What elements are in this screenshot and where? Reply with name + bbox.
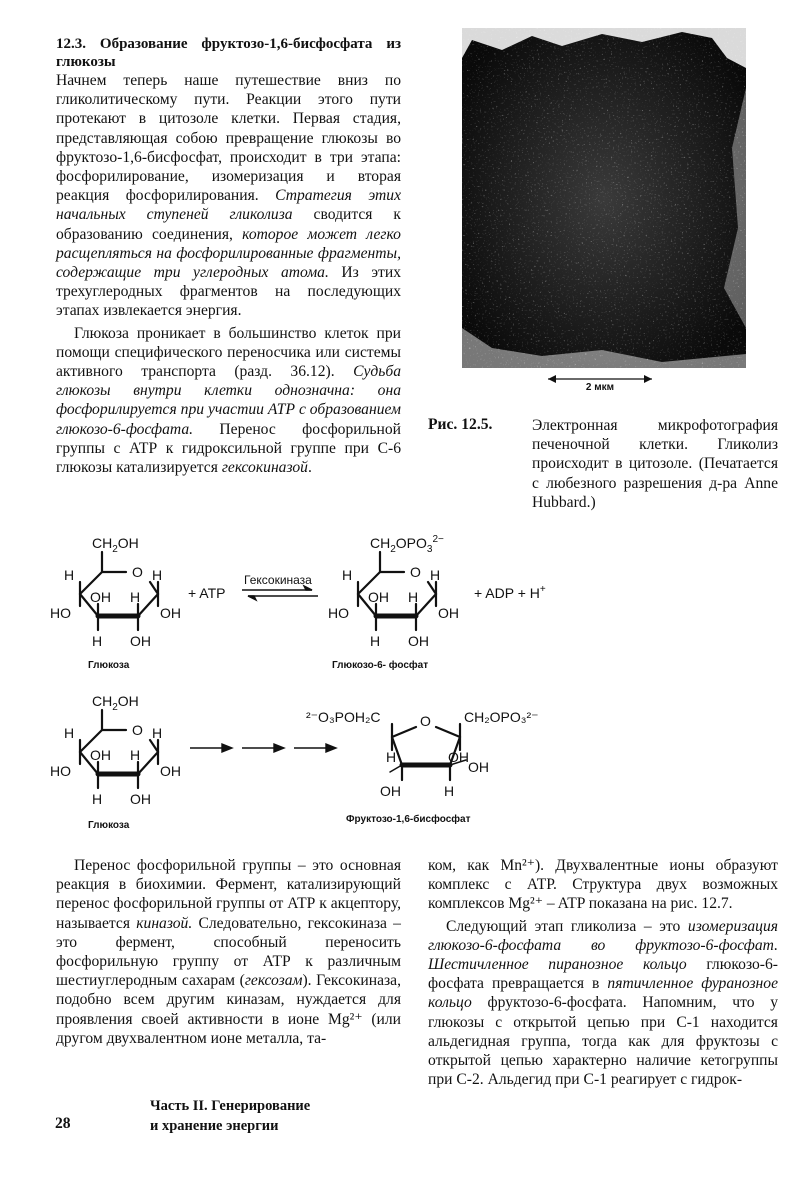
g6p-h-c5: H	[342, 567, 353, 583]
enzyme-label: Гексокиназа	[244, 573, 312, 587]
right-paragraph-2	[428, 917, 778, 1090]
g2-h-c2-up: H	[130, 747, 141, 763]
p1-italic-strategy: Стратегия этих начальных ступеней гликолиза	[56, 187, 401, 224]
fbp-oh-c3: OH	[468, 759, 489, 775]
g2-ho-c4: HO	[50, 763, 71, 779]
fbp-oh-c2: OH	[448, 749, 469, 765]
label-glucose-1: Глюкоза	[88, 660, 130, 671]
right-text-2: глюкозо-6-фосфата превращается в	[428, 956, 778, 993]
fbp-ring-oxygen: O	[420, 713, 431, 729]
left-italic-hexoses: гексозам	[244, 972, 303, 990]
scale-bar	[530, 374, 670, 396]
page-number: 28	[55, 1115, 71, 1132]
p2-italic-fate: Судьба глюкозы внутри клетки однозначна: она фосфорилируется при участии АТР с образованием глюкозо-6-фосфата.	[56, 363, 401, 438]
figure-label: Рис. 12.5.	[428, 416, 493, 433]
p2-text-3: .	[307, 459, 312, 477]
scale-bar-label: 2 мкм	[585, 382, 615, 393]
g6p-ho-c4: HO	[328, 605, 349, 621]
left-text-3: ). Гексокиназа, подобно всем другим киназам, нуждается для проявления своей активности в ионе Mg²⁺ (или другом двухвалентном ионе металла, та-	[56, 972, 401, 1047]
g6p-h-c1: H	[430, 567, 441, 583]
right-italic-isomerization: изомеризация глюкозо-6-фосфата во фруктозо-6-фосфат. Шестичленное пиранозное кольцо	[428, 917, 778, 974]
intro-column	[56, 36, 401, 477]
p1-text-3: Из этих трехуглеродных фрагментов на последующих этапах извлекается энергия.	[56, 264, 401, 320]
part-title	[150, 1096, 310, 1136]
g1-ho-c4: HO	[50, 605, 71, 621]
reaction-scheme	[40, 522, 780, 832]
electron-micrograph	[462, 28, 746, 368]
g2-oh-c1: OH	[160, 763, 181, 779]
g1-ring-oxygen: O	[132, 564, 143, 580]
g2-ch2oh: $CH_2OH$	[92, 693, 139, 713]
g1-h-c3: H	[92, 633, 103, 649]
paragraph-1	[56, 71, 401, 321]
g1-ch2oh: $CH_2OH$	[92, 535, 139, 555]
left-italic-kinase: киназой.	[136, 914, 193, 932]
label-glucose-2: Глюкоза	[88, 820, 130, 831]
g6p-ch2opo3: $CH_2OPO_3^{2-}$	[370, 534, 444, 555]
section-heading: 12.3. Образование фруктозо-1,6-бисфосфата из глюкозы	[56, 36, 401, 70]
g1-oh-c1: OH	[160, 605, 181, 621]
g1-h-c5: H	[64, 567, 75, 583]
p1-text-2: сводится к образованию соединения,	[56, 206, 402, 243]
right-column	[428, 856, 778, 1089]
p2-text-2: Перенос фосфорильной группы с АТР к гидроксильной группе при С-6 глюкозы катализируется	[56, 420, 401, 477]
left-text-1: Перенос фосфорильной группы – это основная реакция в биохимии. Фермент, катализирующий перенос фосфорильной группы от АТР к акцептору, называется	[56, 857, 401, 932]
right-paragraph-1: ком, как Mn²⁺). Двухвалентные ионы образуют комплекс с АТР. Структура двух возможных комплексов Mg²⁺ – ATP показана на рис. 12.7.	[428, 857, 778, 913]
figure-caption: Электронная микрофотография печеночной клетки. Гликолиз происходит в цитозоле. (Печатается с любезного разрешения д-ра Anne Hubbard.)	[532, 417, 778, 511]
g1-oh-c2: OH	[130, 633, 151, 649]
g2-oh-c2: OH	[130, 791, 151, 807]
right-italic-furanose: пятичленное фуранозное кольцо	[428, 975, 778, 1012]
fbp-oh-c4: OH	[380, 783, 401, 799]
p1-text: Начнем теперь наше путешествие вниз по гликолитическому пути. Реакции этого пути протекают в цитозоле клетки. Первая стадия, представляющая собою превращение глюкозы во фруктозо-1,6-бисфосфат, происходит в три этапа: фосфорилирование, изомеризация и вторая реакция фосфорилирования.	[56, 72, 401, 205]
plus-adp-h: + ADP + H+	[474, 584, 546, 601]
fbp-h-c5: H	[386, 749, 397, 765]
fbp-right-group: CH₂OPO₃²⁻	[464, 709, 539, 725]
fbp-left-group: ²⁻O₃POH₂C	[306, 709, 381, 725]
part-title-line-2: и хранение энергии	[150, 1118, 279, 1134]
g1-h-c1: H	[152, 567, 163, 583]
fbp-h-c4: H	[444, 783, 455, 799]
g2-oh-c3-up: OH	[90, 747, 111, 763]
part-title-line-1: Часть II. Генерирование	[150, 1098, 311, 1114]
g2-h-c1: H	[152, 725, 163, 741]
left-column	[56, 856, 401, 1048]
g2-h-c3: H	[92, 791, 103, 807]
g1-h-c2-up: H	[130, 589, 141, 605]
g6p-h-c3: H	[370, 633, 381, 649]
left-text-2: Следовательно, гексокиназа – это фермент, способный переносить фосфорильную группу от АТР к различным шестиуглеродным сахарам (	[56, 914, 401, 990]
right-text-3: фруктозо-6-фосфата. Напомним, что у глюкозы с открытой цепью при С-1 находится альдегидная группа, тогда как для фруктозы с открытой цепью характерно наличие кетогруппы при С-2. Альдегид при С-1 реагирует с гидрок-	[428, 994, 778, 1089]
p1-italic-fragments: которое может легко расщепляться на фосфорилированные фрагменты, содержащие три углеродных атома.	[56, 225, 401, 282]
g2-ring-oxygen: O	[132, 722, 143, 738]
g1-oh-c3-up: OH	[90, 589, 111, 605]
label-fructose-bisphosphate: Фруктозо-1,6-бисфосфат	[346, 814, 471, 825]
g2-h-c5: H	[64, 725, 75, 741]
p2-italic-hexokinase: гексокиназой	[221, 459, 308, 477]
plus-atp: + ATP	[188, 585, 226, 601]
right-text-1: Следующий этап гликолиза – это	[446, 917, 688, 935]
p2-text: Глюкоза проникает в большинство клеток при помощи специфического переносчика или системы активного транспорта (разд. 36.12).	[56, 324, 401, 381]
paragraph-2	[56, 324, 401, 478]
g6p-ring-oxygen: O	[410, 564, 421, 580]
g6p-oh-c1: OH	[438, 605, 459, 621]
g6p-oh-c2: OH	[408, 633, 429, 649]
left-paragraph	[56, 856, 401, 1048]
g6p-h-c2-up: H	[408, 589, 419, 605]
g6p-oh-c3-up: OH	[368, 589, 389, 605]
label-glucose-6-phosphate: Глюкозо-6- фосфат	[332, 660, 429, 671]
